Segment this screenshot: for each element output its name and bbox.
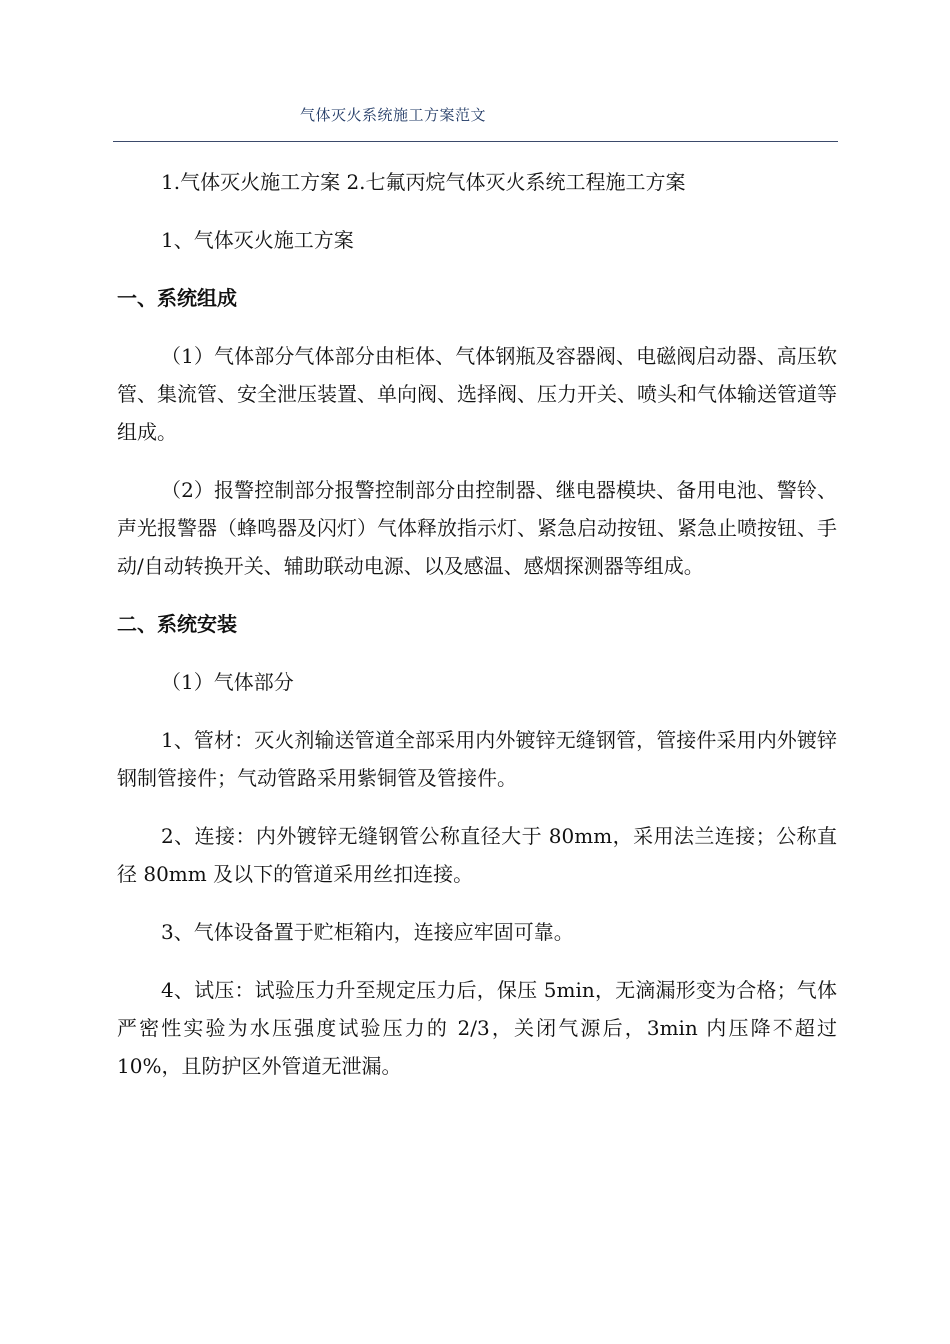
section-title: 1、气体灭火施工方案 <box>161 228 354 252</box>
list-item-pipe-material: 1、管材：灭火剂输送管道全部采用内外镀锌无缝钢管，管接件采用内外镀锌钢制管接件；气动管路采用紫铜管及管接件。 <box>117 728 837 790</box>
page-header-title: 气体灭火系统施工方案范文 <box>300 106 487 124</box>
heading-system-installation: 二、系统安装 <box>117 612 237 636</box>
toc-line: 1.气体灭火施工方案 2.七氟丙烷气体灭火系统工程施工方案 <box>161 170 686 194</box>
heading-system-composition: 一、系统组成 <box>117 286 237 310</box>
document-body <box>117 163 837 1085</box>
subheading-gas-part: （1）气体部分 <box>161 670 294 694</box>
list-item-connection: 2、连接：内外镀锌无缝钢管公称直径大于 80mm，采用法兰连接；公称直径 80mm 及以下的管道采用丝扣连接。 <box>117 824 837 886</box>
paragraph-alarm-control: （2）报警控制部分报警控制部分由控制器、继电器模块、备用电池、警铃、声光报警器（蜂鸣器及闪灯）气体释放指示灯、紧急启动按钮、紧急止喷按钮、手动/自动转换开关、辅助联动电源、以及感温、感烟探测器等组成。 <box>117 478 837 578</box>
header-divider <box>113 141 838 142</box>
list-item-equipment: 3、气体设备置于贮柜箱内，连接应牢固可靠。 <box>161 920 574 944</box>
list-item-pressure-test: 4、试压：试验压力升至规定压力后，保压 5min，无滴漏形变为合格；气体严密性实验为水压强度试验压力的 2/3，关闭气源后，3min 内压降不超过 10%，且防护区外管道无泄漏。 <box>117 978 837 1078</box>
paragraph-gas-part: （1）气体部分气体部分由柜体、气体钢瓶及容器阀、电磁阀启动器、高压软管、集流管、安全泄压装置、单向阀、选择阀、压力开关、喷头和气体输送管道等组成。 <box>117 344 837 444</box>
